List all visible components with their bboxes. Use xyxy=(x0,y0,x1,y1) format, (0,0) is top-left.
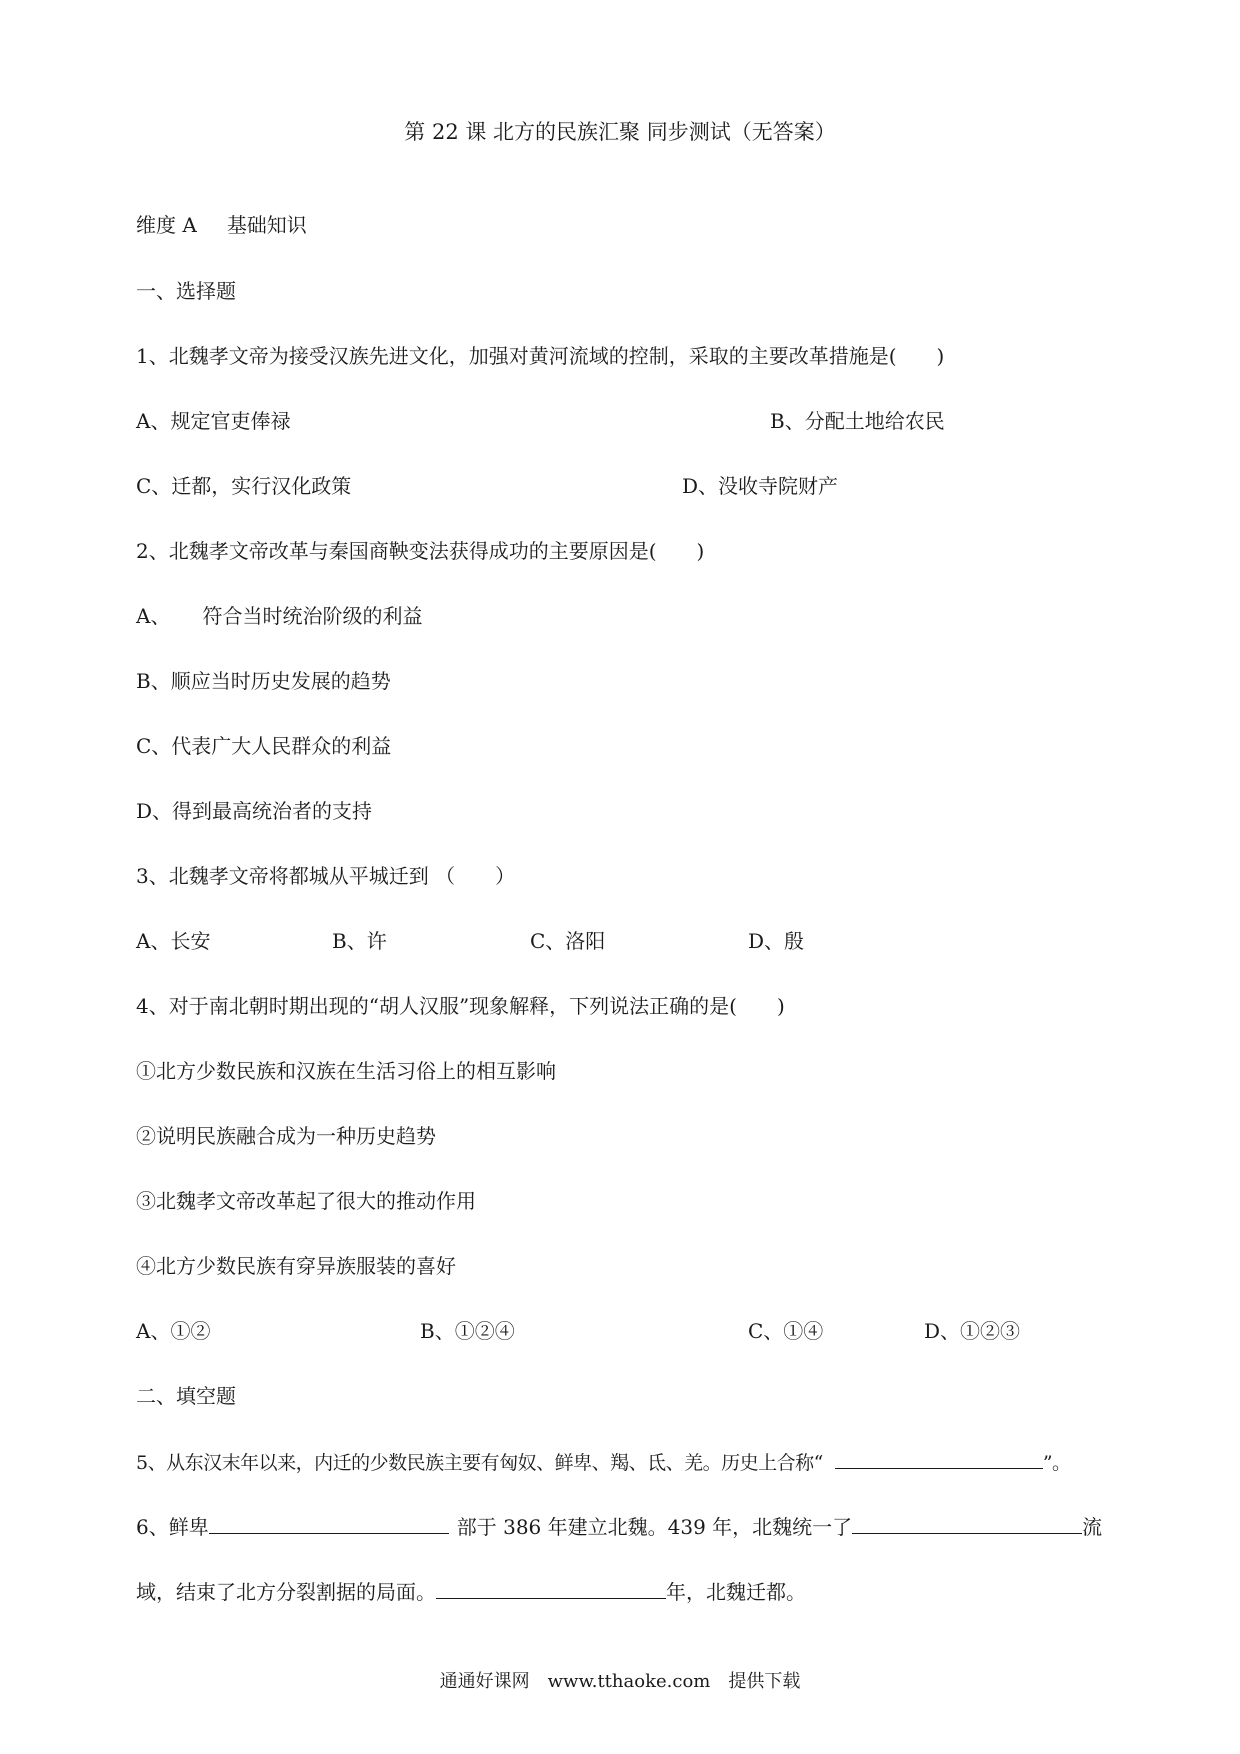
q2-option-d: D、得到最高统治者的支持 xyxy=(136,799,373,823)
q6-blank-1[interactable] xyxy=(209,1513,449,1534)
page-footer: 通通好课网 www.tthaoke.com 提供下载 xyxy=(439,1671,801,1692)
question-5 xyxy=(136,1448,1071,1476)
q6-text-4: 域，结束了北方分裂割据的局面。 xyxy=(136,1580,436,1604)
q3-option-c: C、洛阳 xyxy=(530,929,606,953)
q4-option-d: D、①②③ xyxy=(924,1319,1021,1343)
q1-option-b: B、分配土地给农民 xyxy=(770,409,945,433)
q4-option-c: C、①④ xyxy=(748,1319,824,1343)
q2-option-a xyxy=(136,603,422,629)
question-3-stem: 3、北魏孝文帝将都城从平城迁到 （ ） xyxy=(136,864,516,888)
dimension-name: 基础知识 xyxy=(226,213,307,237)
q3-option-a: A、长安 xyxy=(136,929,211,953)
q4-statement-3: ③北魏孝文帝改革起了很大的推动作用 xyxy=(136,1189,476,1213)
dimension-heading xyxy=(136,212,307,238)
q4-option-b: B、①②④ xyxy=(420,1319,515,1343)
q6-blank-3[interactable] xyxy=(436,1578,666,1599)
section-choice-heading: 一、选择题 xyxy=(136,279,236,303)
q3-option-b: B、许 xyxy=(332,929,387,953)
q1-option-a: A、规定官吏俸禄 xyxy=(136,409,291,433)
q2-option-b: B、顺应当时历史发展的趋势 xyxy=(136,669,391,693)
q5-answer-blank[interactable] xyxy=(835,1448,1043,1469)
question-2-stem: 2、北魏孝文帝改革与秦国商鞅变法获得成功的主要原因是( ) xyxy=(136,539,705,563)
q5-text-before: 5、从东汉末年以来，内迁的少数民族主要有匈奴、鲜卑、羯、氐、羌。历史上合称“ xyxy=(136,1452,823,1474)
q3-option-d: D、殷 xyxy=(748,929,805,953)
question-6-line-1 xyxy=(136,1513,1102,1540)
q4-statement-2: ②说明民族融合成为一种历史趋势 xyxy=(136,1124,436,1148)
q6-text-3: 流 xyxy=(1082,1515,1103,1539)
question-4-stem: 4、对于南北朝时期出现的“胡人汉服”现象解释，下列说法正确的是( ) xyxy=(136,994,785,1018)
q6-text-5: 年，北魏迁都。 xyxy=(666,1580,806,1604)
q6-text-1: 6、鲜卑 xyxy=(136,1515,209,1539)
q6-blank-2[interactable] xyxy=(852,1513,1082,1534)
q1-option-d: D、没收寺院财产 xyxy=(682,474,839,498)
question-6-line-2 xyxy=(136,1578,806,1605)
q4-option-a: A、①② xyxy=(136,1319,211,1343)
question-1-stem: 1、北魏孝文帝为接受汉族先进文化，加强对黄河流域的控制，采取的主要改革措施是( ) xyxy=(136,344,945,368)
dimension-label: 维度 A xyxy=(136,213,197,237)
q2-option-a-prefix: A、 xyxy=(136,604,171,628)
q5-text-after: ”。 xyxy=(1042,1452,1071,1474)
q6-text-2: 部于 386 年建立北魏。439 年，北魏统一了 xyxy=(456,1515,853,1539)
q4-statement-1: ①北方少数民族和汉族在生活习俗上的相互影响 xyxy=(136,1059,556,1083)
q2-option-a-text: 符合当时统治阶级的利益 xyxy=(202,604,423,628)
q4-statement-4: ④北方少数民族有穿异族服装的喜好 xyxy=(136,1254,456,1278)
q1-option-c: C、迁都，实行汉化政策 xyxy=(136,474,352,498)
document-title: 第 22 课 北方的民族汇聚 同步测试（无答案） xyxy=(404,120,836,144)
q2-option-c: C、代表广大人民群众的利益 xyxy=(136,734,392,758)
section-fill-heading: 二、填空题 xyxy=(136,1384,236,1408)
